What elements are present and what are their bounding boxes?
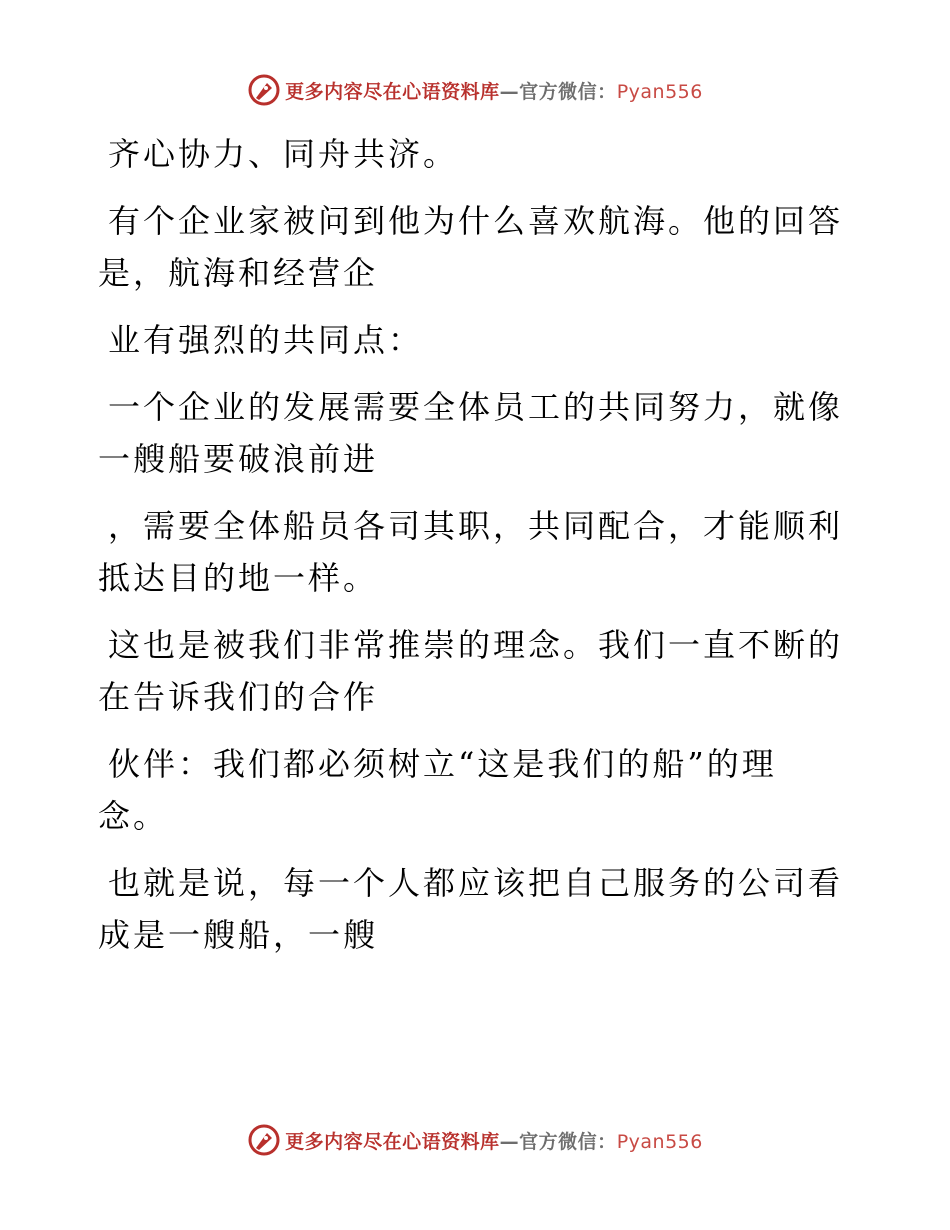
paragraph-3 [98, 314, 838, 366]
paragraph-line: 抵达目的地一样。 [98, 559, 379, 597]
banner-site-name: 更多内容尽在心语资料库 [285, 1130, 500, 1153]
banner-text [285, 1127, 703, 1154]
paragraph-line: 在告诉我们的合作 [98, 678, 379, 716]
banner-site-name: 更多内容尽在心语资料库 [285, 80, 500, 103]
paragraph-8 [98, 857, 844, 961]
paragraph-line: 伙伴：我们都必须树立“这是我们的船”的理 [108, 745, 777, 783]
paragraph-line: 业有强烈的共同点： [108, 321, 424, 359]
banner-wechat-id: Pyan556 [616, 80, 703, 103]
paragraph-4 [98, 381, 844, 485]
pen-nib-logo-icon [247, 1123, 281, 1157]
paragraph-line: 成是一艘船，一艘 [98, 916, 379, 954]
paragraph-1 [98, 128, 838, 180]
banner-text [285, 77, 703, 104]
paragraph-line: 这也是被我们非常推崇的理念。我们一直不断的 [108, 626, 844, 664]
pen-nib-logo-icon [247, 73, 281, 107]
banner-dash: — [499, 80, 520, 103]
paragraph-line: 齐心协力、同舟共济。 [108, 135, 459, 173]
paragraph-5 [98, 500, 844, 604]
paragraph-line: ，需要全体船员各司其职，共同配合，才能顺利 [108, 507, 844, 545]
banner-inner [247, 1123, 703, 1157]
paragraph-line: 一艘船要破浪前进 [98, 440, 379, 478]
paragraph-line: 念。 [98, 797, 169, 835]
paragraph-line: 一个企业的发展需要全体员工的共同努力，就像 [108, 388, 844, 426]
banner-wechat-label: 官方微信： [519, 80, 617, 103]
banner-dash: — [499, 1130, 520, 1153]
header-banner [0, 70, 950, 110]
paragraph-line: 是，航海和经营企 [98, 254, 379, 292]
footer-banner [0, 1120, 950, 1160]
paragraph-2 [98, 195, 844, 299]
paragraph-line: 有个企业家被问到他为什么喜欢航海。他的回答 [108, 202, 844, 240]
paragraph-line: 也就是说，每一个人都应该把自己服务的公司看 [108, 864, 844, 902]
banner-inner [247, 73, 703, 107]
paragraph-6 [98, 619, 844, 723]
paragraph-7 [98, 738, 838, 842]
banner-wechat-label: 官方微信： [519, 1130, 617, 1153]
banner-wechat-id: Pyan556 [616, 1130, 703, 1153]
document-body [98, 128, 844, 976]
